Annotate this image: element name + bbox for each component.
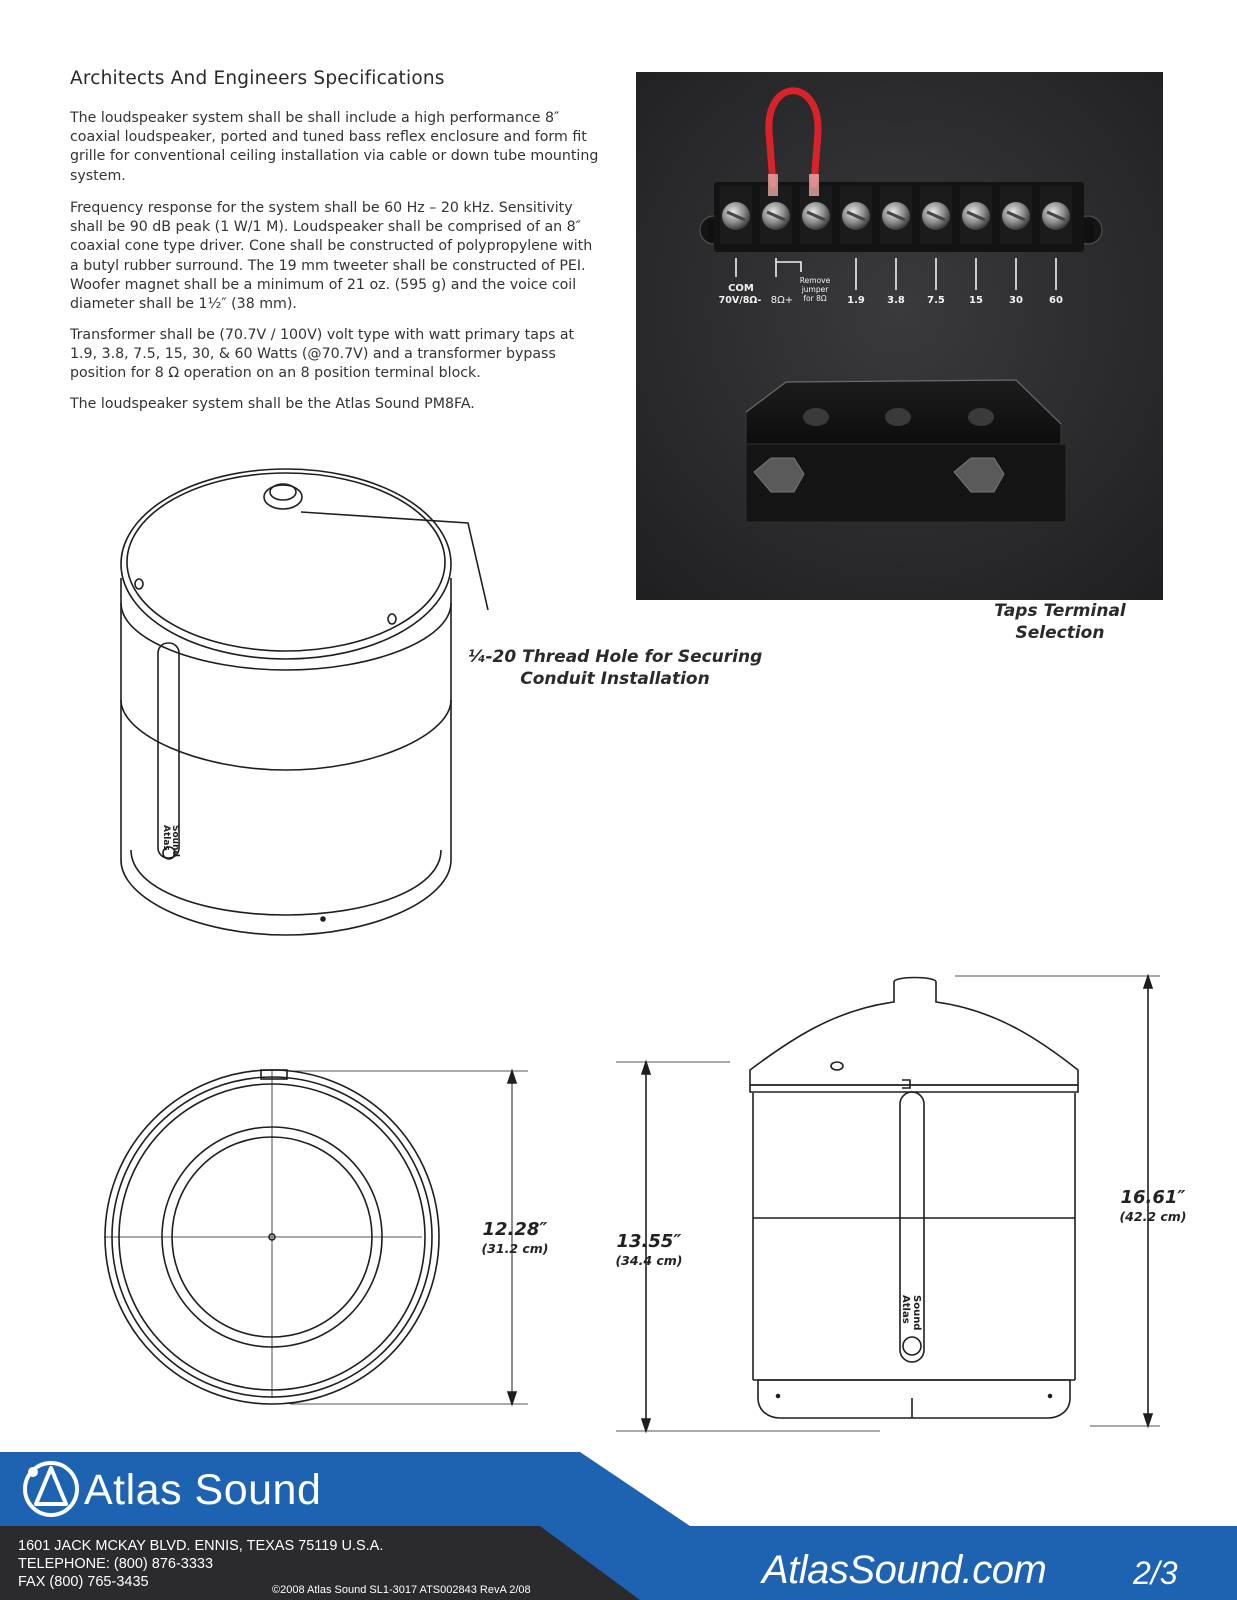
website-link[interactable]: AtlasSound.com [762, 1548, 1047, 1592]
taps-terminal-caption [960, 600, 1160, 644]
diameter-dimension [470, 1219, 560, 1256]
remove-jumper-line2: jumper [801, 285, 829, 294]
caption-line: Selection [1015, 623, 1105, 643]
page-number: 2/3 [1133, 1555, 1178, 1591]
side-logo-text: Atlas [900, 1295, 911, 1324]
speaker-top-view-drawing [104, 1070, 528, 1404]
eight-ohm-label: 8Ω+ [770, 295, 794, 306]
footer-address [18, 1537, 383, 1591]
speaker-logo-text: Atlas [161, 825, 171, 851]
speaker-logo-text: Sound [170, 825, 180, 857]
caption-line: ¹⁄₄-20 Thread Hole for Securing [467, 647, 763, 667]
terminal-block-photo [636, 72, 1163, 600]
tap-label: 7.5 [927, 295, 945, 306]
side-logo-text: Sound [911, 1295, 922, 1331]
com-label: COM [728, 283, 754, 294]
remove-jumper-line1: Remove [799, 276, 831, 285]
tap-label: 30 [1009, 295, 1023, 306]
brand-name: Atlas Sound [84, 1466, 322, 1514]
com-sub-label: 70V/8Ω- [718, 295, 762, 306]
tap-label: 1.9 [847, 295, 865, 306]
section-title: Architects And Engineers Specifications [70, 68, 445, 89]
speaker-perspective-drawing [121, 469, 488, 935]
thread-hole-caption [465, 646, 765, 690]
caption-line: Conduit Installation [520, 669, 710, 689]
spec-paragraph-4: The loudspeaker system shall be the Atlas Sound PM8FA. [70, 396, 475, 412]
tap-label: 15 [969, 295, 983, 306]
caption-line: Taps Terminal [994, 601, 1126, 621]
dimension-value: 13.55″ [616, 1231, 682, 1252]
address-line: 1601 JACK MCKAY BLVD. ENNIS, TEXAS 75119 U.S.A. [18, 1538, 384, 1554]
fax-line: FAX (800) 765-3435 [18, 1574, 149, 1590]
telephone-line: TELEPHONE: (800) 876-3333 [18, 1556, 214, 1572]
tap-label: 60 [1049, 295, 1063, 306]
dimension-value: 16.61″ [1120, 1187, 1186, 1208]
dimension-metric: (34.4 cm) [615, 1253, 683, 1268]
copyright-text: ©2008 Atlas Sound SL1-3017 ATS002843 RevA 2/08 [272, 1584, 531, 1596]
tap-label: 3.8 [887, 295, 905, 306]
spec-paragraph-3: Transformer shall be (70.7V / 100V) volt type with watt primary taps at 1.9, 3.8, 7.5, 15, 30, & 60 Watts (@70.7V) and a transformer bypass position for 8 Ω operation on an 8 position terminal block. [70, 327, 575, 382]
dimension-metric: (42.2 cm) [1119, 1209, 1187, 1224]
speaker-side-view-drawing [616, 976, 1160, 1431]
atlas-sound-logo-icon [22, 1460, 80, 1518]
body-height-dimension [604, 1231, 694, 1268]
mounting-bracket [746, 380, 1066, 522]
spec-paragraph-1: The loudspeaker system shall be shall include a high performance 8″ coaxial loudspeaker, ported and tuned bass reflex enclosure and form fit grille for conventional ceiling installation via cable or down tube mounting system. [70, 110, 599, 184]
spec-paragraph-2: Frequency response for the system shall be 60 Hz – 20 kHz. Sensitivity shall be 90 dB peak (1 W/1 M). Loudspeaker shall be comprised of an 8″ coaxial cone type driver. Cone shall be constructed of polypropylene with a butyl rubber surround. The 19 mm tweeter shall be constructed of PEI. Woofer magnet shall be a minimum of 21 oz. (595 g) and the voice coil diameter shall be 1½″ (38 mm). [70, 200, 593, 313]
dimension-value: 12.28″ [482, 1219, 548, 1240]
remove-jumper-line3: for 8Ω [803, 294, 827, 303]
total-height-dimension [1108, 1187, 1198, 1224]
dimension-metric: (31.2 cm) [481, 1241, 549, 1256]
